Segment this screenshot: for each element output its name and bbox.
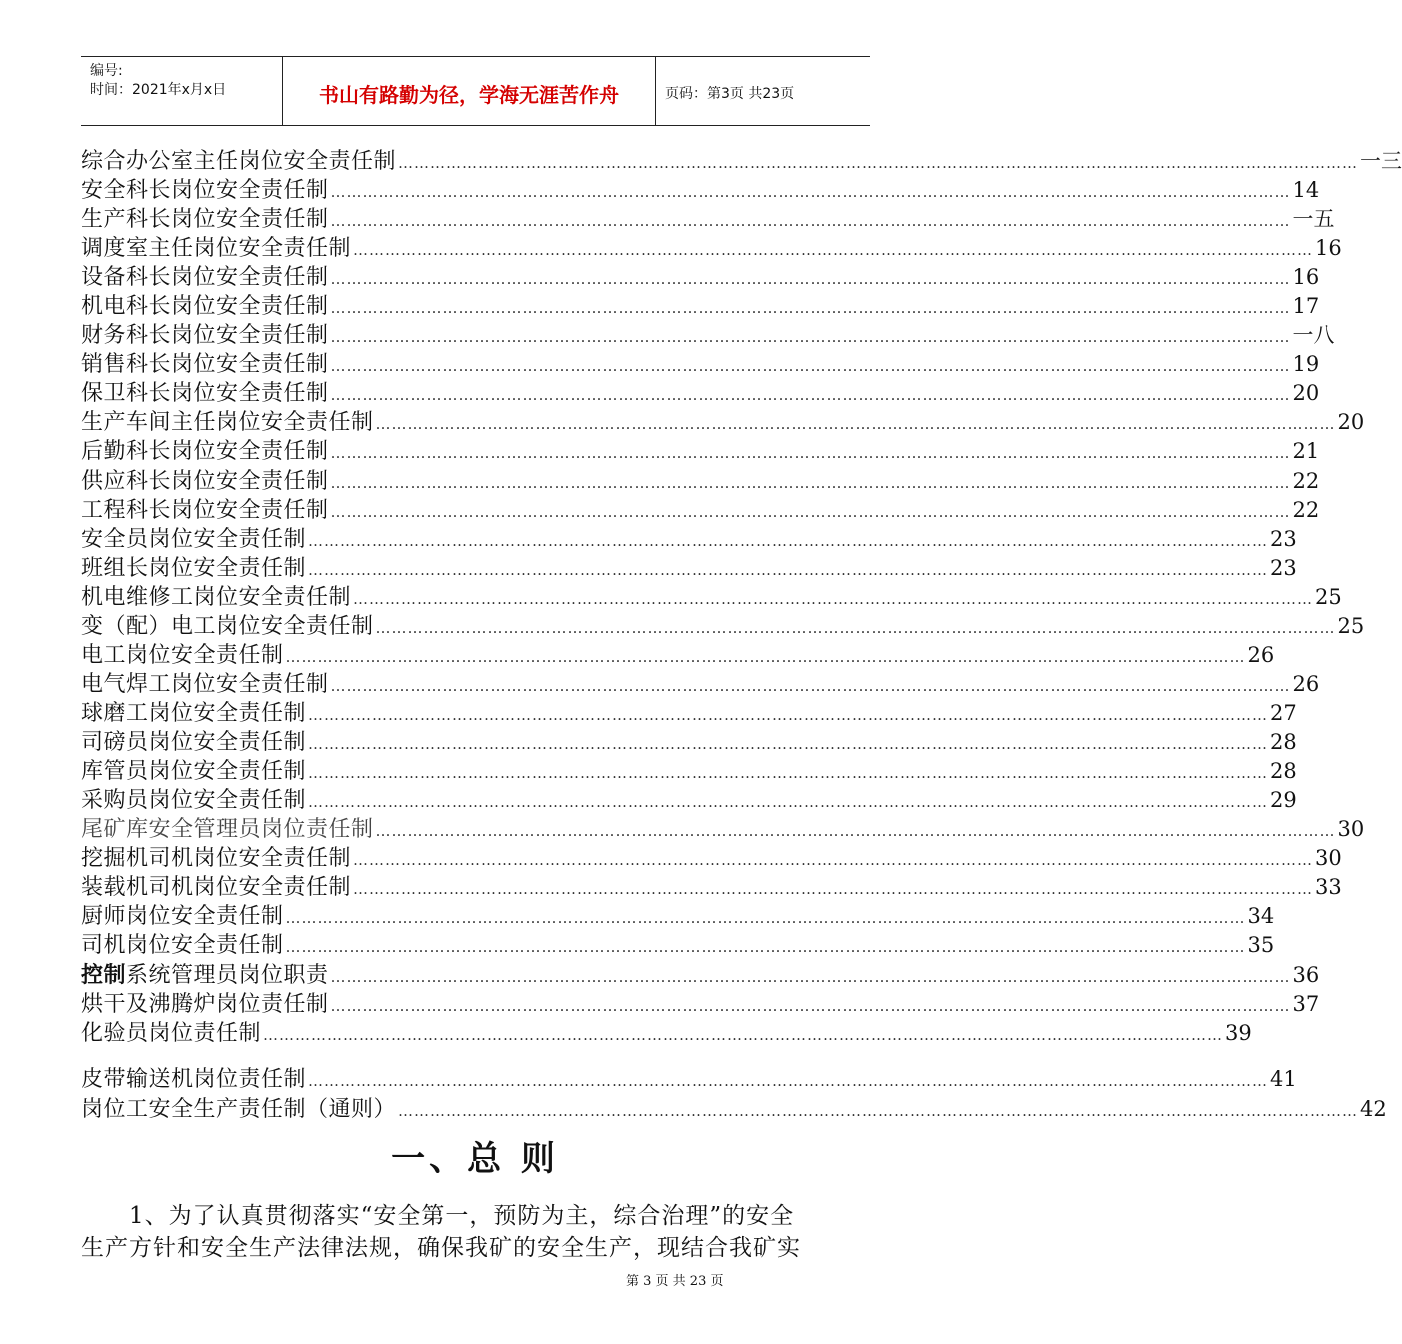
toc-entry[interactable] <box>81 814 1365 844</box>
toc-entry-page: 39 <box>1225 1021 1252 1045</box>
toc-entry-title <box>81 583 351 613</box>
toc-entry-title <box>81 873 351 903</box>
toc-entry-page: 16 <box>1315 236 1342 260</box>
toc-entry-title-text: 装载机司机岗位安全责任制 <box>81 875 352 900</box>
toc-entry-page: 23 <box>1270 527 1297 551</box>
toc-entry-title <box>81 786 306 816</box>
toc-entry-title-text: 司磅员岗位安全责任制 <box>81 730 307 755</box>
toc-entry-title <box>81 205 329 235</box>
toc-entry-title-text: 后勤科长岗位安全责任制 <box>81 439 329 464</box>
toc-entry-page: 28 <box>1270 730 1297 754</box>
toc-leader-dots: ……………………………………………………………………………………………………………………………………………………………… <box>353 851 1314 869</box>
toc-entry[interactable] <box>81 582 1342 612</box>
toc-leader-dots: ……………………………………………………………………………………………………………………………………………………………… <box>330 503 1291 521</box>
toc-leader-dots: ……………………………………………………………………………………………………………………………………………………………… <box>308 1072 1269 1090</box>
toc-entry-title <box>81 350 329 380</box>
toc-entry[interactable] <box>81 291 1320 321</box>
toc-leader-dots: ……………………………………………………………………………………………………………………………………………………………… <box>330 328 1291 346</box>
toc-leader-dots: ……………………………………………………………………………………………………………………………………………………………… <box>308 532 1269 550</box>
header-motto-cell <box>283 57 656 125</box>
header-meta-cell <box>81 57 283 125</box>
toc-entry-title <box>81 902 284 932</box>
toc-entry-title <box>81 612 374 642</box>
toc-leader-dots: ……………………………………………………………………………………………………………………………………………………………… <box>330 997 1291 1015</box>
toc-entry[interactable] <box>81 756 1297 786</box>
toc-entry[interactable] <box>81 466 1320 496</box>
toc-entry-title <box>81 263 329 293</box>
toc-leader-dots: ……………………………………………………………………………………………………………………………………………………………… <box>330 270 1291 288</box>
toc-entry-title <box>81 408 374 438</box>
toc-entry-title <box>81 176 329 206</box>
toc-entry-page: 42 <box>1360 1097 1387 1121</box>
toc-entry-title <box>81 931 284 961</box>
toc-leader-dots: ……………………………………………………………………………………………………………………………………………………………… <box>375 619 1336 637</box>
toc-entry-title <box>81 1019 261 1049</box>
toc-entry-page: 20 <box>1337 410 1365 434</box>
toc-entry[interactable] <box>81 407 1365 437</box>
toc-entry[interactable] <box>81 553 1297 583</box>
toc-leader-dots: ……………………………………………………………………………………………………………………………………………………………… <box>330 386 1291 404</box>
toc-entry-title <box>81 699 306 729</box>
toc-entry-title <box>81 815 374 845</box>
toc-leader-dots: ……………………………………………………………………………………………………………………………………………………………… <box>330 212 1291 230</box>
toc-entry-title-bold: 控制 <box>81 963 127 988</box>
toc-entry-title <box>81 321 329 351</box>
toc-entry-title-text: 安全员岗位安全责任制 <box>81 527 307 552</box>
toc-leader-dots: ……………………………………………………………………………………………………………………………………………………………… <box>285 648 1246 666</box>
toc-leader-dots: ……………………………………………………………………………………………………………………………………………………………… <box>330 677 1291 695</box>
body-paragraph <box>81 1200 871 1264</box>
toc-entry-title <box>81 728 306 758</box>
header-page-cell <box>656 57 870 125</box>
toc-entry-title <box>81 670 329 700</box>
toc-entry-title <box>81 844 351 874</box>
toc-entry[interactable] <box>81 727 1297 757</box>
toc-entry-page: 19 <box>1292 352 1320 376</box>
toc-leader-dots: ……………………………………………………………………………………………………………………………………………………………… <box>285 938 1246 956</box>
serial-label: 编号: <box>90 63 123 79</box>
toc-entry-page: 34 <box>1247 904 1275 928</box>
toc-leader-dots: ……………………………………………………………………………………………………………………………………………………………… <box>353 880 1314 898</box>
toc-entry[interactable] <box>81 1064 1297 1094</box>
toc-entry-title-text: 生产科长岗位安全责任制 <box>81 207 329 232</box>
toc-entry[interactable] <box>81 611 1365 641</box>
toc-entry[interactable] <box>81 495 1320 525</box>
toc-entry[interactable] <box>81 320 1335 350</box>
toc-entry-title <box>81 437 329 467</box>
toc-leader-dots: ……………………………………………………………………………………………………………………………………………………………… <box>330 183 1291 201</box>
toc-entry-title-text: 设备科长岗位安全责任制 <box>81 265 329 290</box>
toc-entry-page: 26 <box>1247 643 1275 667</box>
toc-entry[interactable] <box>81 669 1320 699</box>
toc-entry-title-text: 采购员岗位安全责任制 <box>81 788 307 813</box>
toc-entry[interactable] <box>81 640 1275 670</box>
toc-entry-title-text: 机电科长岗位安全责任制 <box>81 294 329 319</box>
toc-entry-title <box>81 525 306 555</box>
toc-leader-dots: ……………………………………………………………………………………………………………………………………………………………… <box>308 706 1269 724</box>
toc-entry[interactable] <box>81 930 1275 960</box>
toc-entry-page: 36 <box>1292 963 1320 987</box>
page-footer: 第 3 页 共 23 页 <box>626 1274 724 1289</box>
toc-entry-title-text: 挖掘机司机岗位安全责任制 <box>81 846 352 871</box>
toc-entry-title-text: 库管员岗位安全责任制 <box>81 759 307 784</box>
toc-entry[interactable] <box>81 436 1320 466</box>
toc-leader-dots: ……………………………………………………………………………………………………………………………………………………………… <box>263 1026 1224 1044</box>
toc-entry-title <box>81 379 329 409</box>
toc-leader-dots: ……………………………………………………………………………………………………………………………………………………………… <box>285 909 1246 927</box>
toc-entry-title-text: 调度室主任岗位安全责任制 <box>81 236 352 261</box>
toc-entry-title-text: 系统管理员岗位职责 <box>126 963 329 988</box>
header-motto: 书山有路勤为径，学海无涯苦作舟 <box>319 83 619 107</box>
toc-entry-title-text: 厨师岗位安全责任制 <box>81 904 284 929</box>
toc-entry-page: 20 <box>1292 381 1320 405</box>
toc-entry[interactable] <box>81 233 1342 263</box>
toc-entry-title-text: 保卫科长岗位安全责任制 <box>81 381 329 406</box>
toc-leader-dots: ……………………………………………………………………………………………………………………………………………………………… <box>330 444 1291 462</box>
toc-entry-title <box>81 292 329 322</box>
toc-entry-page: 29 <box>1270 788 1297 812</box>
toc-entry-page: 28 <box>1270 759 1297 783</box>
toc-entry-title-text: 尾矿库安全管理员岗位责任制 <box>81 817 374 842</box>
toc-entry[interactable] <box>81 1018 1252 1048</box>
toc-entry-page: 30 <box>1315 846 1342 870</box>
toc-entry-title-text: 综合办公室主任岗位安全责任制 <box>81 149 397 174</box>
toc-entry-title-text: 皮带输送机岗位责任制 <box>81 1067 307 1092</box>
toc-entry-title <box>81 147 396 177</box>
toc-entry-title <box>81 1095 396 1125</box>
toc-entry-page: 21 <box>1292 439 1320 463</box>
toc-entry-title-text: 司机岗位安全责任制 <box>81 933 284 958</box>
toc-entry-title-text: 变（配）电工岗位安全责任制 <box>81 614 374 639</box>
toc-entry[interactable] <box>81 960 1320 990</box>
toc-entry-page: 37 <box>1292 992 1320 1016</box>
toc-entry-title <box>81 990 329 1020</box>
toc-entry[interactable] <box>81 175 1320 205</box>
toc-entry-title <box>81 1065 306 1095</box>
toc-leader-dots: ……………………………………………………………………………………………………………………………………………………………… <box>308 764 1269 782</box>
toc-entry-page: 22 <box>1292 498 1320 522</box>
toc-entry-title-text: 销售科长岗位安全责任制 <box>81 352 329 377</box>
toc-entry[interactable] <box>81 1094 1387 1124</box>
toc-leader-dots: ……………………………………………………………………………………………………………………………………………………………… <box>353 241 1314 259</box>
toc-entry[interactable] <box>81 989 1320 1019</box>
toc-entry-page: 14 <box>1292 178 1320 202</box>
toc-entry-title <box>81 961 329 991</box>
toc-entry[interactable] <box>81 785 1297 815</box>
toc-entry-title-text: 供应科长岗位安全责任制 <box>81 469 329 494</box>
toc-leader-dots: ……………………………………………………………………………………………………………………………………………………………… <box>353 590 1314 608</box>
toc-entry-page: 23 <box>1270 556 1297 580</box>
page-header <box>81 56 870 126</box>
toc-entry-title <box>81 554 306 584</box>
toc-entry[interactable] <box>81 349 1320 379</box>
toc-entry[interactable] <box>81 262 1320 292</box>
toc-entry-page: 30 <box>1337 817 1365 841</box>
toc-entry-page: 25 <box>1337 614 1365 638</box>
toc-entry-title <box>81 641 284 671</box>
header-page-label: 页码：第3页 共23页 <box>665 86 795 102</box>
toc-entry[interactable] <box>81 872 1342 902</box>
toc-entry[interactable] <box>81 378 1320 408</box>
toc-entry[interactable] <box>81 698 1297 728</box>
toc-entry-title-text: 生产车间主任岗位安全责任制 <box>81 410 374 435</box>
toc-leader-dots: ……………………………………………………………………………………………………………………………………………………………… <box>375 415 1336 433</box>
toc-entry-title <box>81 234 351 264</box>
toc-entry-page: 41 <box>1270 1067 1297 1091</box>
toc-entry-title <box>81 757 306 787</box>
toc-entry-title-text: 化验员岗位责任制 <box>81 1021 262 1046</box>
toc-entry-title-text: 安全科长岗位安全责任制 <box>81 178 329 203</box>
toc-leader-dots: ……………………………………………………………………………………………………………………………………………………………… <box>330 968 1291 986</box>
toc-entry-title-text: 班组长岗位安全责任制 <box>81 556 307 581</box>
toc-leader-dots: ……………………………………………………………………………………………………………………………………………………………… <box>308 793 1269 811</box>
toc-leader-dots: ……………………………………………………………………………………………………………………………………………………………… <box>398 154 1359 172</box>
toc-entry-title <box>81 496 329 526</box>
toc-leader-dots: ……………………………………………………………………………………………………………………………………………………………… <box>330 357 1291 375</box>
section-title: 一、总 则 <box>391 1139 559 1179</box>
toc-entry-title-text: 电工岗位安全责任制 <box>81 643 284 668</box>
toc-entry-page: 25 <box>1315 585 1342 609</box>
toc-leader-dots: ……………………………………………………………………………………………………………………………………………………………… <box>398 1102 1359 1120</box>
toc-entry-title <box>81 467 329 497</box>
toc-entry-page: 26 <box>1292 672 1320 696</box>
toc-entry-page: 27 <box>1270 701 1297 725</box>
toc-leader-dots: ……………………………………………………………………………………………………………………………………………………………… <box>375 822 1336 840</box>
toc-entry-title-text: 机电维修工岗位安全责任制 <box>81 585 352 610</box>
toc-entry-page: 一三 <box>1360 149 1402 173</box>
toc-entry-page: 33 <box>1315 875 1342 899</box>
toc-entry-page: 一五 <box>1292 207 1335 231</box>
toc-entry-page: 16 <box>1292 265 1320 289</box>
toc-entry[interactable] <box>81 146 1402 176</box>
toc-leader-dots: ……………………………………………………………………………………………………………………………………………………………… <box>330 474 1291 492</box>
toc-entry-page: 一八 <box>1292 323 1335 347</box>
time-label: 时间：2021年x月x日 <box>90 82 227 98</box>
toc-leader-dots: ……………………………………………………………………………………………………………………………………………………………… <box>330 299 1291 317</box>
toc-entry-page: 22 <box>1292 469 1320 493</box>
toc-entry-title-text: 烘干及沸腾炉岗位责任制 <box>81 992 329 1017</box>
toc-entry[interactable] <box>81 901 1275 931</box>
toc-entry-title-text: 球磨工岗位安全责任制 <box>81 701 307 726</box>
toc-leader-dots: ……………………………………………………………………………………………………………………………………………………………… <box>308 735 1269 753</box>
paragraph-line: 1、为了认真贯彻落实“安全第一，预防为主，综合治理”的安全 <box>81 1203 795 1229</box>
toc-entry-page: 17 <box>1292 294 1320 318</box>
toc-entry[interactable] <box>81 843 1342 873</box>
toc-entry-title-text: 财务科长岗位安全责任制 <box>81 323 329 348</box>
toc-entry[interactable] <box>81 204 1335 234</box>
toc-entry-page: 35 <box>1247 933 1275 957</box>
toc-entry-title-text: 电气焊工岗位安全责任制 <box>81 672 329 697</box>
paragraph-line: 生产方针和安全生产法律法规，确保我矿的安全生产，现结合我矿实 <box>81 1235 801 1261</box>
toc-entry-title-text: 岗位工安全生产责任制（通则） <box>81 1097 397 1122</box>
toc-entry[interactable] <box>81 524 1297 554</box>
toc-entry-title-text: 工程科长岗位安全责任制 <box>81 498 329 523</box>
toc-leader-dots: ……………………………………………………………………………………………………………………………………………………………… <box>308 561 1269 579</box>
